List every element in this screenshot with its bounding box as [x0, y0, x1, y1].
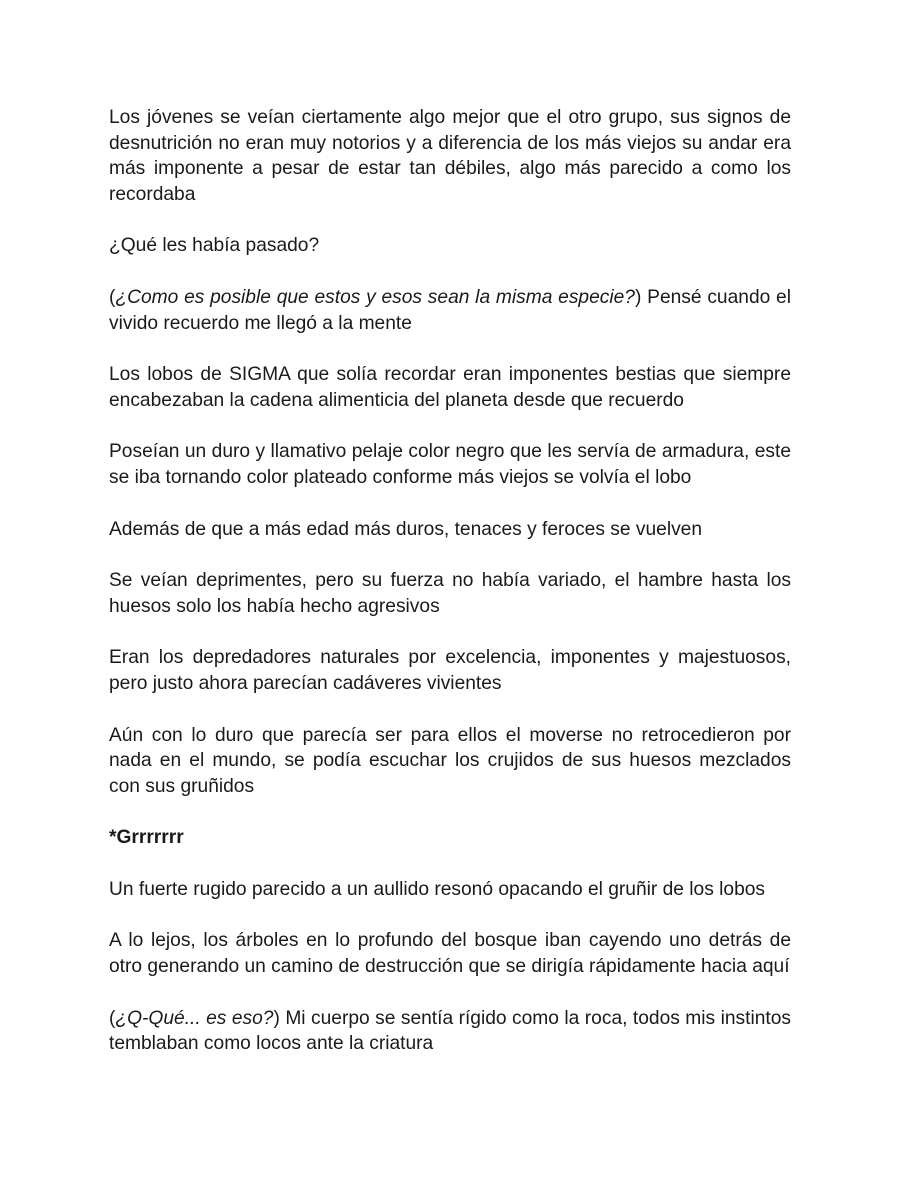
paragraph-young-wolves: Los jóvenes se veían ciertamente algo mejor que el otro grupo, sus signos de desnutrición no eran muy notorios y a diferencia de los más viejos su andar era más imponente a pesar de estar tan débiles, algo más parecido a como los recordaba — [109, 107, 791, 205]
paragraph-sigma-wolves: Los lobos de SIGMA que solía recordar eran imponentes bestias que siempre encabezaban la cadena alimenticia del planeta desde que recuerdo — [109, 364, 791, 411]
document-page — [109, 105, 791, 1083]
thought-close-paren: ) — [273, 1007, 280, 1029]
thought-rest: Mi cuerpo se sentía rígido como la roca, todos mis instintos temblaban como locos ante la criatura — [109, 1007, 791, 1055]
thought-open-paren: ( — [109, 1007, 116, 1029]
paragraph-roar: Un fuerte rugido parecido a un aullido resonó opacando el gruñir de los lobos — [109, 878, 766, 900]
paragraph-thought-creature — [109, 1006, 791, 1057]
thought-italic: ¿Q-Qué... es eso? — [115, 1007, 274, 1029]
paragraph-question: ¿Qué les había pasado? — [109, 235, 320, 257]
paragraph-predators: Eran los depredadores naturales por excelencia, imponentes y majestuosos, pero justo ahora parecían cadáveres vivientes — [109, 647, 791, 694]
thought-open-paren: ( — [109, 286, 116, 308]
paragraph-trees: A lo lejos, los árboles en lo profundo del bosque iban cayendo uno detrás de otro generando un camino de destrucción que se dirigía rápidamente hacia aquí — [109, 930, 791, 978]
thought-close-paren: ) — [634, 286, 642, 308]
paragraph-growl: *Grrrrrrr — [109, 827, 184, 849]
thought-italic: ¿Como es posible que estos y esos sean la misma especie? — [115, 286, 635, 308]
paragraph-bones: Aún con lo duro que parecía ser para ellos el moverse no retrocedieron por nada en el mundo, se podía escuchar los crujidos de sus huesos mezclados con sus gruñidos — [109, 724, 791, 797]
paragraph-age: Además de que a más edad más duros, tenaces y feroces se vuelven — [109, 518, 703, 540]
paragraph-fur: Poseían un duro y llamativo pelaje color negro que les servía de armadura, este se iba tornando color plateado conforme más viejos se volvía el lobo — [109, 441, 791, 488]
paragraph-depressing: Se veían deprimentes, pero su fuerza no había variado, el hambre hasta los huesos solo los había hecho agresivos — [109, 570, 791, 617]
paragraph-thought-species — [109, 285, 791, 336]
thought-rest: Pensé cuando el vivido recuerdo me llegó a la mente — [109, 286, 791, 334]
